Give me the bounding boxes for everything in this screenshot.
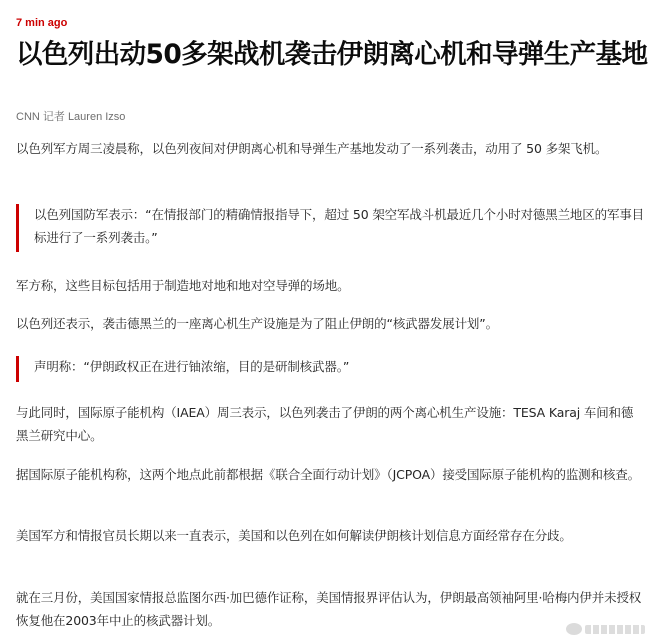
blockquote-1	[16, 204, 648, 252]
paragraph-5: 据国际原子能机构称，这两个地点此前都根据《联合全面行动计划》（JCPOA）接受国际原子能机构的监测和核查。	[16, 467, 640, 482]
watermark	[566, 623, 645, 635]
watermark-logo-icon	[566, 623, 582, 635]
paragraph-1: 以色列军方周三凌晨称，以色列夜间对伊朗离心机和导弹生产基地发动了一系列袭击，动用了 50 多架飞机。	[16, 141, 608, 156]
paragraph-7: 就在三月份，美国国家情报总监图尔西·加巴德作证称，美国情报界评估认为，伊朗最高领袖阿里·哈梅内伊并未授权恢复他在2003年中止的核武器计划。	[16, 590, 642, 628]
blockquote-2	[16, 356, 648, 382]
paragraph-6: 美国军方和情报官员长期以来一直表示，美国和以色列在如何解读伊朗核计划信息方面经常存在分歧。	[16, 528, 572, 543]
paragraph-4: 与此同时，国际原子能机构（IAEA）周三表示，以色列袭击了伊朗的两个离心机生产设施：TESA Karaj 车间和德黑兰研究中心。	[16, 405, 634, 443]
quote-text-2: 声明称：“伊朗政权正在进行铀浓缩，目的是研制核武器。”	[34, 359, 350, 374]
paragraph-2: 军方称，这些目标包括用于制造地对地和地对空导弹的场地。	[16, 278, 350, 293]
quote-text-1: 以色列国防军表示：“在情报部门的精确情报指导下，超过 50 架空军战斗机最近几个小时对德黑兰地区的军事目标进行了一系列袭击。”	[34, 207, 645, 245]
headline: 以色列出动50多架战机袭击伊朗离心机和导弹生产基地	[16, 39, 648, 70]
byline: CNN 记者 Lauren Izso	[16, 111, 126, 123]
timestamp: 7 min ago	[16, 17, 68, 29]
watermark-text-mark	[585, 625, 645, 634]
paragraph-3: 以色列还表示，袭击德黑兰的一座离心机生产设施是为了阻止伊朗的“核武器发展计划”。	[16, 316, 498, 331]
